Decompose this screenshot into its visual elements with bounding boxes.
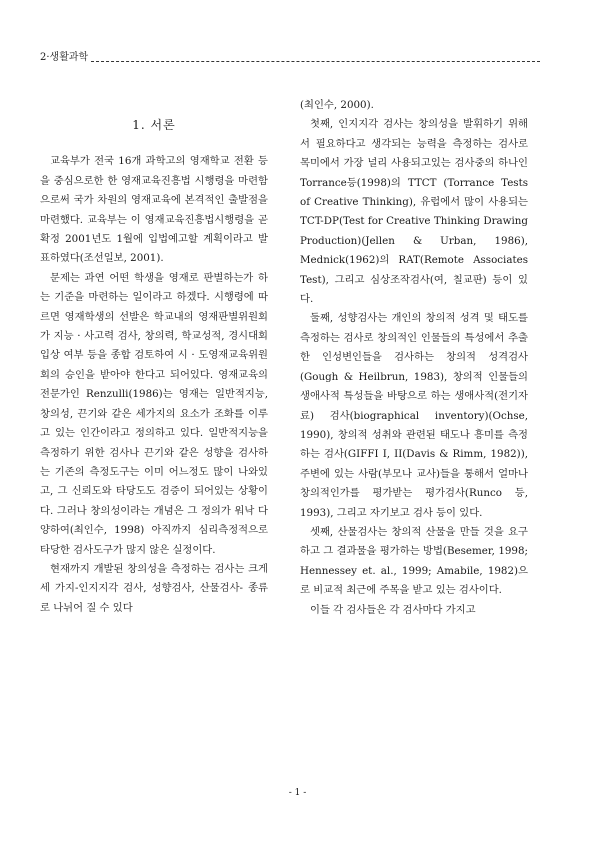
left-column xyxy=(40,96,268,618)
paragraph: 이들 각 검사들은 각 검사마다 가지고 xyxy=(310,603,476,616)
running-header xyxy=(40,52,540,64)
paragraph: 둘째, 성향검사는 개인의 창의적 성격 및 태도를 측정하는 검사로 창의적인 인물들의 특성에서 추출한 인성변인들을 검사하는 창의적 성격검사(Gough & Heilbrun, 1983), 창의적 인물들의 생애사적 특성들을 바탕으로 하는 생애사적(전기자료) 검사(biographical inventory)(Ochse, 1990), 창의적 성취와 관련된 태도나 흥미를 측정하는 검사(GIFFI I, II(Davis & Rimm, 1982)), 주변에 있는 사람(부모나 교사)들을 통해서 얼마나 창의적인가를 평가받는 평가검사(Runco 등, 1993), 그리고 자기보고 검사 등이 있다. xyxy=(300,312,528,519)
paragraph: 현재까지 개발된 창의성을 측정하는 검사는 크게 세 가지-인지지각 검사, 성향검사, 산물검사- 종류로 나뉘어 질 수 있다 xyxy=(40,562,268,614)
header-rule xyxy=(91,61,540,62)
paragraph: 셋째, 산물검사는 창의적 산물을 만들 것을 요구하고 그 결과물을 평가하는 방법(Besemer, 1998; Hennessey et. al., 1999; Amabile, 1982)으로 비교적 최근에 주목을 받고 있는 검사이다. xyxy=(300,525,528,597)
page-number: - 1 - xyxy=(288,788,307,798)
section-title: 1. 서론 xyxy=(132,118,176,132)
paragraph: (최인수, 2000). xyxy=(300,99,374,111)
paragraph: 첫째, 인지지각 검사는 창의성을 발휘하기 위해서 필요하다고 생각되는 능력을 측정하는 검사로 목미에서 가장 널리 사용되고있는 검사중의 하나인 Torrance등(1998)의 TTCT (Torrance Tests of Creative Thinking), 유럽에서 많이 사용되는 TCT-DP(Test for Creative Thinking Drawing Production)(Jellen & Urban, 1986), Mednick(1962)의 RAT(Remote Associates Test), 그리고 심상조작검사(여, 칠교판) 등이 있다. xyxy=(300,118,528,306)
paragraph: 문제는 과연 어떤 학생을 영재로 판별하는가 하는 기준을 마련하는 일이라고 하겠다. 시행령에 따르면 영재학생의 선발은 학교내의 영재판별위원회가 지능 · 사고력 검사, 창의력, 학교성적, 경시대회 입상 여부 등을 종합 검토하여 시 · 도영재교육위원회의 승인을 받아야 한다고 되어있다. 영재교육의 전문가인 Renzulli(1986)는 영재는 일반적지능, 창의성, 끈기와 같은 세가지의 요소가 조화를 이루고 있는 인간이라고 정의하고 있다. 일반적지능을 측정하기 위한 검사나 끈기와 같은 성향을 검사하는 기존의 측정도구는 이미 어느정도 많이 나와있고, 그 신뢰도와 타당도도 검증이 되어있는 상황이다. 그러나 창의성이라는 개념은 그 정의가 워낙 다양하여(최인수, 1998) 아직까지 심리측정적으로 타당한 검사도구가 많지 않은 실정이다. xyxy=(40,271,268,556)
header-label: 2·생활과학 xyxy=(40,52,89,63)
right-column xyxy=(300,96,528,620)
paragraph: 교육부가 전국 16개 과학고의 영재학교 전환 등을 중심으로한 한 영재교육진흥법 시행령을 마련함으로써 국가 차원의 영재교육에 본격적인 출발점을 마련했다. 교육부는 이 영재교육진흥법시행령을 곧 확정 2001년도 1월에 입법예고할 계획이라고 발표하였다(조선일보, 2001). xyxy=(40,155,268,265)
